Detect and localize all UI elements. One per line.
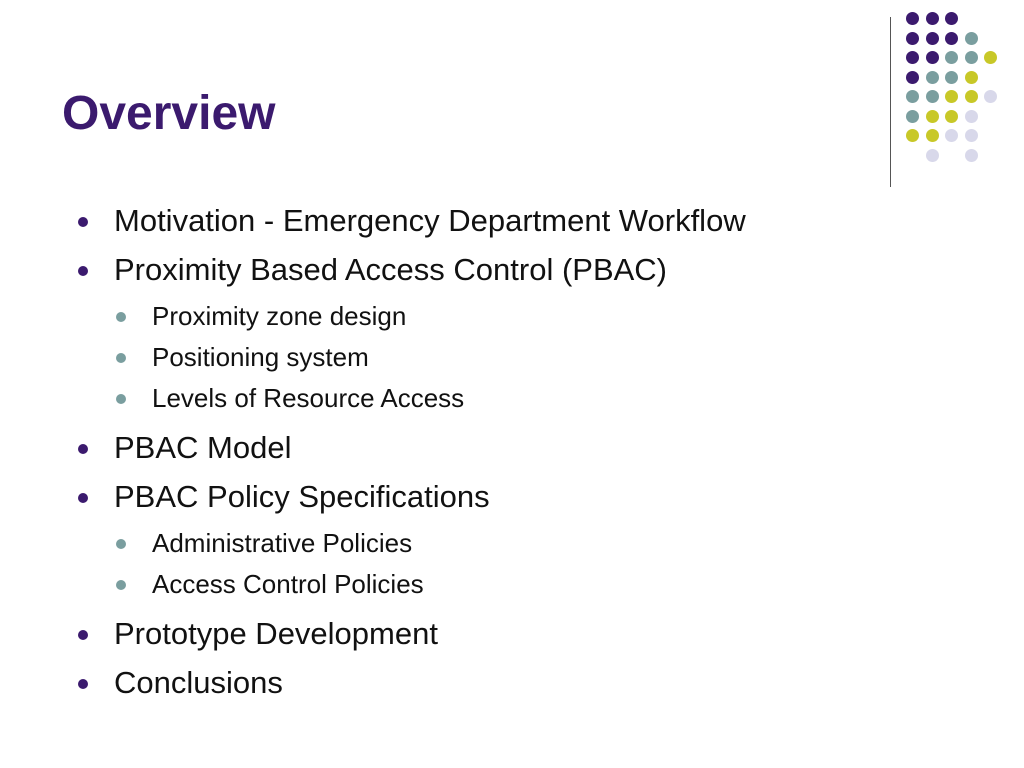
decorative-dot <box>926 90 939 103</box>
sub-bullet-text: Levels of Resource Access <box>152 383 465 413</box>
decorative-dot <box>926 149 939 162</box>
bullet-item <box>74 474 746 520</box>
decorative-dot <box>965 71 978 84</box>
decorative-dot <box>945 110 958 123</box>
sub-bullet-item <box>74 378 746 419</box>
decorative-divider <box>890 17 891 187</box>
decorative-dot <box>906 51 919 64</box>
decorative-dot <box>965 51 978 64</box>
bullet-text: Motivation - Emergency Department Workflow <box>114 203 746 238</box>
bullet-text: PBAC Model <box>114 430 292 465</box>
bullet-dot-icon <box>78 493 88 503</box>
bullet-dot-icon <box>78 444 88 454</box>
sub-bullet-dot-icon <box>116 580 126 590</box>
sub-bullet-list <box>74 296 746 419</box>
decorative-dot-grid <box>906 12 1006 172</box>
decorative-dot <box>945 12 958 25</box>
decorative-dot <box>965 110 978 123</box>
decorative-dot <box>945 51 958 64</box>
sub-bullet-item <box>74 337 746 378</box>
bullet-dot-icon <box>78 630 88 640</box>
sub-bullet-item <box>74 564 746 605</box>
sub-bullet-text: Access Control Policies <box>152 569 424 599</box>
decorative-dot <box>906 129 919 142</box>
decorative-dot <box>965 149 978 162</box>
decorative-dot <box>984 90 997 103</box>
sub-bullet-list <box>74 523 746 605</box>
decorative-dot <box>926 12 939 25</box>
bullet-dot-icon <box>78 679 88 689</box>
decorative-dot <box>906 12 919 25</box>
decorative-dot <box>906 32 919 45</box>
sub-bullet-text: Administrative Policies <box>152 528 413 558</box>
decorative-dot <box>945 71 958 84</box>
decorative-dot <box>926 110 939 123</box>
bullet-text: Conclusions <box>114 665 283 700</box>
decorative-dot <box>945 129 958 142</box>
bullet-dot-icon <box>78 266 88 276</box>
bullet-text: PBAC Policy Specifications <box>114 479 490 514</box>
sub-bullet-dot-icon <box>116 539 126 549</box>
bullet-dot-icon <box>78 217 88 227</box>
decorative-dot <box>945 32 958 45</box>
decorative-dot <box>926 32 939 45</box>
bullet-item <box>74 198 746 244</box>
decorative-dot <box>926 129 939 142</box>
bullet-text: Prototype Development <box>114 616 438 651</box>
decorative-dot <box>906 71 919 84</box>
sub-bullet-dot-icon <box>116 312 126 322</box>
sub-bullet-text: Positioning system <box>152 342 369 372</box>
bullet-text: Proximity Based Access Control (PBAC) <box>114 252 668 287</box>
sub-bullet-dot-icon <box>116 353 126 363</box>
sub-bullet-item <box>74 296 746 337</box>
sub-bullet-dot-icon <box>116 394 126 404</box>
bullet-item <box>74 425 746 471</box>
sub-bullet-text: Proximity zone design <box>152 301 407 331</box>
decorative-dot <box>906 110 919 123</box>
decorative-dot <box>965 129 978 142</box>
decorative-dot <box>906 90 919 103</box>
slide-title: Overview <box>62 87 276 140</box>
decorative-dot <box>965 90 978 103</box>
bullet-item <box>74 660 746 706</box>
bullet-item <box>74 611 746 657</box>
decorative-dot <box>984 51 997 64</box>
decorative-dot <box>926 71 939 84</box>
decorative-dot <box>945 90 958 103</box>
decorative-dot <box>965 32 978 45</box>
decorative-dot <box>926 51 939 64</box>
sub-bullet-item <box>74 523 746 564</box>
bullet-item <box>74 247 746 293</box>
bullet-list <box>74 198 746 709</box>
